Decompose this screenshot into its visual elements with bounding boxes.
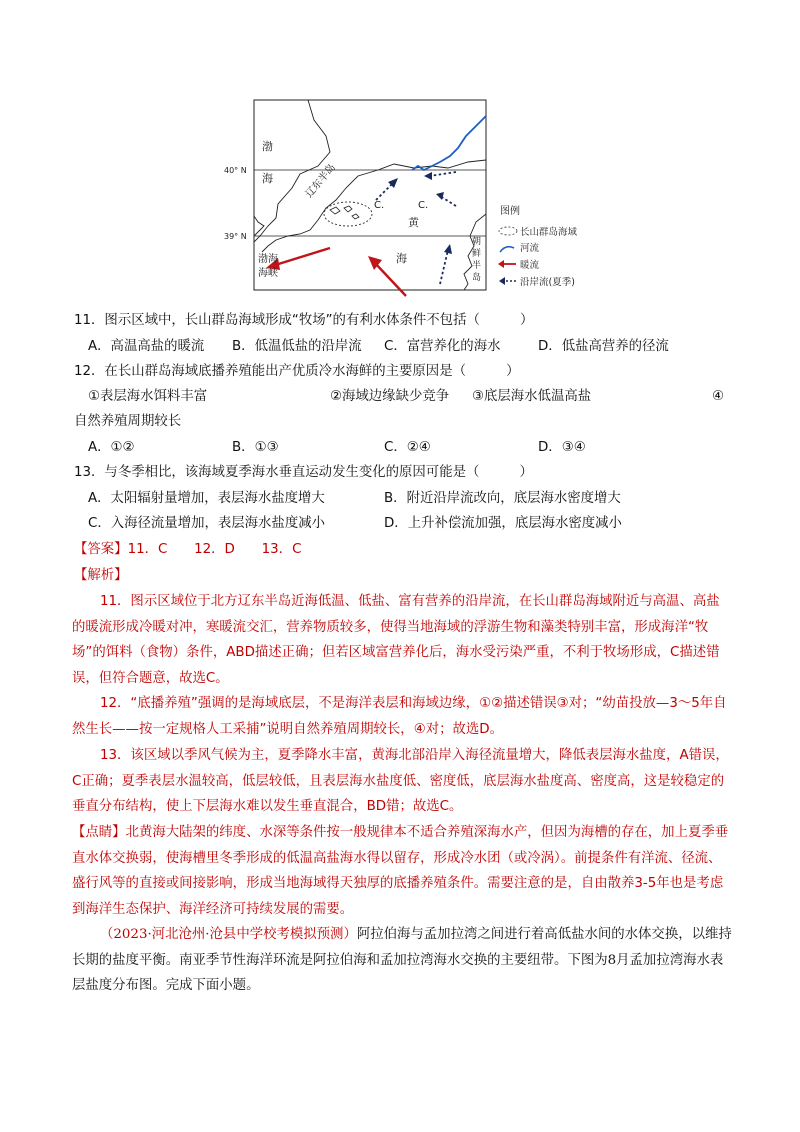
label-liaodong: 辽东半岛	[303, 162, 339, 200]
next-intro	[72, 922, 732, 999]
q12-item-4: ④	[712, 389, 725, 404]
label-c1: C.	[374, 200, 385, 211]
svg-text:岛: 岛	[472, 273, 482, 283]
q11-option-c: C．富营养化的海水	[384, 339, 501, 354]
svg-text:海峡: 海峡	[258, 268, 278, 279]
q12-item-4-continued: 自然养殖周期较长	[74, 414, 182, 429]
answer-tag: 【答案】	[74, 542, 128, 557]
map-legend	[498, 204, 578, 288]
next-text: 阿拉伯海与孟加拉湾之间进行着高低盐水间的水体交换，以维持长期的盐度平衡。南亚季节性海洋环流是阿拉伯海和孟加拉湾海水交换的主要纽带。下图为8月孟加拉湾海水表层盐度分布图。完成下面小题。	[72, 927, 732, 993]
q13-option-a: A．太阳辐射量增加，表层海水盐度增大	[88, 491, 325, 506]
svg-text:鲜: 鲜	[472, 249, 482, 259]
island-2	[344, 206, 352, 212]
island-3	[352, 214, 359, 219]
river	[412, 116, 486, 170]
next-source: （2023·河北沧州·沧县中学校考模拟预测）	[100, 927, 357, 942]
label-lat39: 39° N	[224, 232, 247, 241]
q13-option-c: C．入海径流量增加，表层海水盐度减小	[88, 516, 325, 531]
map-svg	[218, 96, 598, 302]
answer-text: 11．C 12．D 13．C	[127, 542, 302, 557]
q13-option-b: B．附近沿岸流改向，底层海水密度增大	[384, 491, 621, 506]
svg-text:朝: 朝	[472, 237, 482, 247]
legend-item-coastal: 沿岸流(夏季)	[520, 277, 575, 288]
q12-option-c: C．②④	[384, 440, 431, 455]
answer-line	[74, 540, 301, 560]
analysis-tag: 【解析】	[74, 568, 128, 583]
q12-item-3: ③底层海水低温高盐	[472, 389, 592, 404]
analysis-p12: 12．“底播养殖”强调的是海域底层，不是海洋表层和海域边缘，①②描述错误③对；“幼苗投放—3～5年自然生长——按一定规格人工采捕”说明自然养殖周期较长，④对；故选D。	[72, 696, 727, 737]
svg-text:渤海: 渤海	[258, 254, 278, 265]
coastal-current-heads	[388, 172, 452, 254]
q12-item-1: ①表层海水饵料丰富	[88, 389, 208, 404]
map-figure	[218, 96, 598, 302]
q11-option-d: D．低盐高营养的径流	[538, 339, 669, 354]
label-hai-bottom: 海	[396, 252, 407, 265]
q13-option-d: D．上升补偿流加强，底层海水密度减小	[384, 516, 622, 531]
comment-text: 北黄海大陆架的纬度、水深等条件按一般规律本不适合养殖深海水产，但因为海槽的存在，加上夏季垂直水体交换弱，使海槽里冬季形成的低温高盐海水得以留存，形成冷水团（或冷涡）。前提条件有洋流、径流、盛行风等的直接或间接影响，形成当地海域得天独厚的底播养殖条件。需要注意的是，自由散养3-5年也是考虑到海洋生态保护、海洋经济可持续发展的需要。	[72, 825, 729, 917]
q11-option-b: B．低温低盐的沿岸流	[232, 339, 362, 354]
analysis-p13: 13．该区域以季风气候为主，夏季降水丰富，黄海北部沿岸入海径流量增大，降低表层海水盐度，A错误，C正确；夏季表层水温较高，低层较低，且表层海水盐度低、密度低，底层海水盐度高、密度高，这是较稳定的垂直分布结构，使上下层海水难以发生垂直混合，BD错；故选C。	[72, 748, 729, 814]
legend-item-river: 河流	[520, 243, 540, 254]
q12-stem: 12．在长山群岛海域底播养殖能出产优质冷水海鲜的主要原因是（ ）	[74, 364, 520, 379]
legend-item-warm: 暖流	[520, 260, 540, 271]
label-c2: C.	[418, 200, 429, 211]
label-huang: 黄	[408, 216, 419, 229]
label-bohai: 渤	[262, 140, 273, 153]
q12-option-a: A．①②	[88, 440, 135, 455]
q11-option-a: A．高温高盐的暖流	[88, 339, 205, 354]
analysis-p11: 11．图示区域位于北方辽东半岛近海低温、低盐、富有营养的沿岸流，在长山群岛海域附近与高温、高盐的暖流形成冷暖对冲，寒暖流交汇，营养物质较多，使得当地海域的浮游生物和藻类特别丰富，形成海洋“牧场”的饵料（食物）条件，ABD描述正确；但若区域富营养化后，海水受污染严重，不利于牧场形成，C描述错误，但符合题意，故选C。	[72, 594, 720, 686]
legend-river-swatch	[500, 247, 514, 252]
q11-stem: 11．图示区域中，长山群岛海域形成“牧场”的有利水体条件不包括（ ）	[74, 313, 534, 328]
q12-item-2: ②海域边缘缺少竞争	[330, 389, 450, 404]
svg-text:半: 半	[472, 261, 482, 271]
legend-area-swatch	[499, 227, 517, 235]
label-hai-left: 海	[262, 172, 273, 185]
comment-tag: 【点睛】	[72, 825, 126, 840]
changshan-area	[324, 202, 372, 226]
legend-title: 图例	[500, 206, 520, 217]
legend-item-area: 长山群岛海域	[520, 227, 578, 238]
comment-block	[72, 820, 732, 922]
island-1	[330, 207, 340, 214]
warm-current-arrows	[266, 248, 406, 296]
q12-option-b: B．①③	[232, 440, 279, 455]
label-lat40: 40° N	[224, 166, 247, 175]
label-chaoxian	[472, 235, 481, 283]
q12-option-d: D．③④	[538, 440, 586, 455]
q13-stem: 13．与冬季相比，该海域夏季海水垂直运动发生变化的原因可能是（ ）	[74, 465, 533, 480]
